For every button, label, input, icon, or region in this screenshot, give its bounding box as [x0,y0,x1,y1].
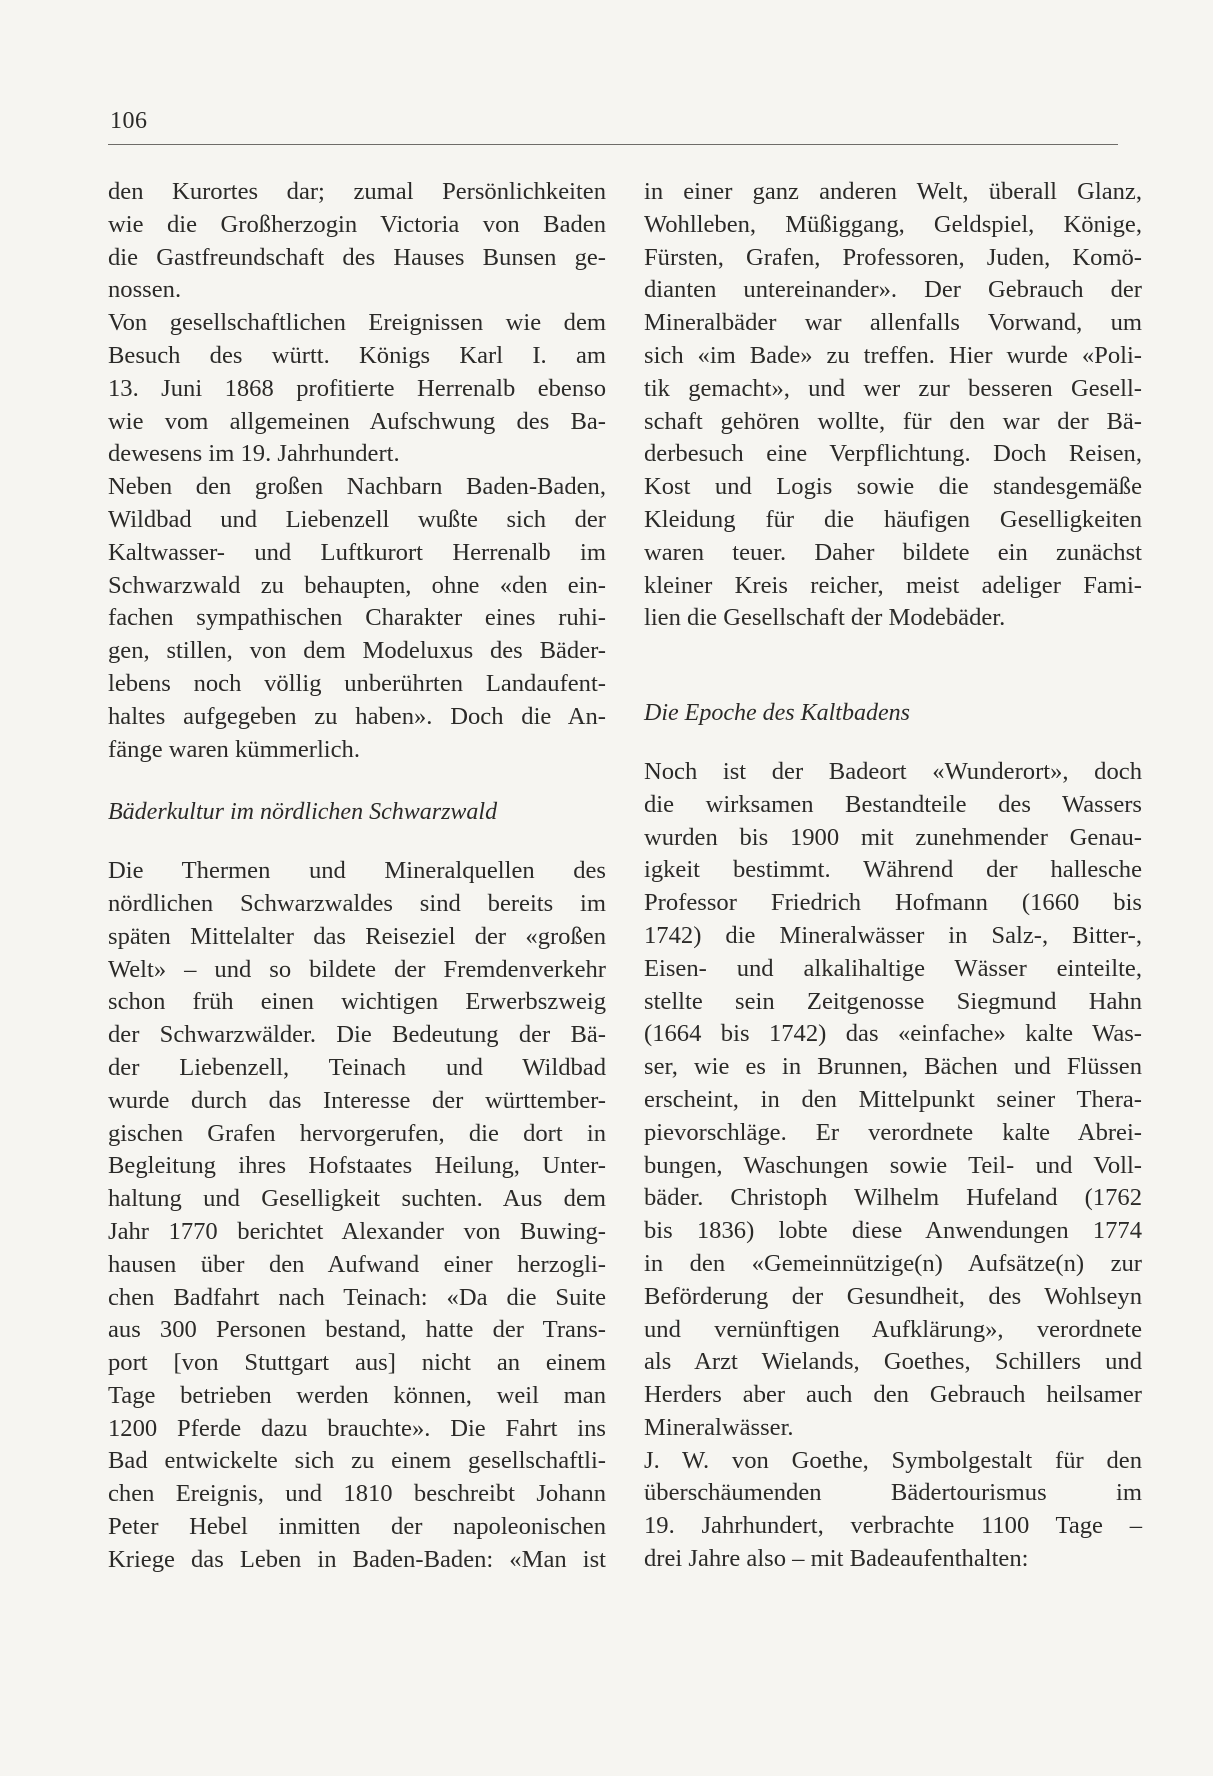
text-line: 1200 Pferde dazu brauchte». Die Fahrt ins [108,1414,606,1442]
text-line: in den «Gemeinnützige(n) Aufsätze(n) zur [644,1249,1142,1277]
text-line: fänge waren kümmerlich. [108,735,360,763]
section-heading: Bäderkultur im nördlichen Schwarzwald [108,799,498,826]
text-line: dianten untereinander». Der Gebrauch der [644,276,1142,304]
text-line: schon früh einen wichtigen Erwerbszweig [108,988,606,1016]
text-line: Tage betrieben werden können, weil man [108,1381,606,1409]
text-line: derbesuch eine Verpflichtung. Doch Reisen, [644,440,1142,468]
text-line: Jahr 1770 berichtet Alexander von Buwing- [108,1217,606,1245]
text-line: überschäumenden Bädertourismus im [644,1479,1142,1507]
text-line: wie vom allgemeinen Aufschwung des Ba- [108,407,606,435]
text-line: Kriege das Leben in Baden-Baden: «Man ist [108,1545,606,1573]
paragraph-4 [108,855,606,1577]
text-line: sich «im Bade» zu treffen. Hier wurde «Poli- [644,341,1142,369]
text-line: Wohlleben, Müßiggang, Geldspiel, Könige, [644,210,1142,238]
text-line: Eisen- und alkalihaltige Wässer einteilte, [644,954,1142,982]
paragraph-3 [644,1445,1142,1576]
text-line: Wildbad und Liebenzell wußte sich der [108,505,606,533]
text-line: Von gesellschaftlichen Ereignissen wie dem [108,309,606,337]
text-line: Welt» – und so bildete der Fremdenverkehr [108,955,606,983]
text-line: Besuch des württ. Königs Karl I. am [108,341,606,369]
text-line: (1664 bis 1742) das «einfache» kalte Was- [644,1020,1142,1048]
text-line: kleiner Kreis reicher, meist adeliger Fami- [644,571,1142,599]
text-line: Kaltwasser- und Luftkurort Herrenalb im [108,538,606,566]
text-line: bäder. Christoph Wilhelm Hufeland (1762 [644,1184,1142,1212]
text-line: port [von Stuttgart aus] nicht an einem [108,1349,606,1377]
paragraph-2 [644,756,1142,1445]
text-line: waren teuer. Daher bildete ein zunächst [644,538,1142,566]
text-line: Herders aber auch den Gebrauch heilsamer [644,1381,1142,1409]
text-line: gen, stillen, von dem Modeluxus des Bäder- [108,637,606,665]
paragraph-2 [108,307,606,471]
text-line: die wirksamen Bestandteile des Wassers [644,790,1142,818]
text-line: dewesens im 19. Jahrhundert. [108,440,400,468]
text-line: Die Thermen und Mineralquellen des [108,857,606,885]
text-line: erscheint, in den Mittelpunkt seiner Thera- [644,1085,1142,1113]
text-line: der Schwarzwälder. Die Bedeutung der Bä- [108,1021,606,1049]
text-line: wie die Großherzogin Victoria von Baden [108,210,606,238]
text-line: 13. Juni 1868 profitierte Herrenalb ebenso [108,374,606,402]
text-line: igkeit bestimmt. Während der hallesche [644,856,1142,884]
text-line: J. W. von Goethe, Symbolgestalt für den [644,1446,1142,1474]
text-line: bungen, Waschungen sowie Teil- und Voll- [644,1151,1142,1179]
text-line: fachen sympathischen Charakter eines ruhi- [108,604,606,632]
text-line: 1742) die Mineralwässer in Salz-, Bitter-, [644,921,1142,949]
text-line: Fürsten, Grafen, Professoren, Juden, Komö- [644,243,1142,271]
text-line: chen Ereignis, und 1810 beschreibt Johann [108,1480,606,1508]
text-line: wurde durch das Interesse der württember- [108,1086,606,1114]
text-line: Peter Hebel inmitten der napoleonischen [108,1513,606,1541]
text-line: Neben den großen Nachbarn Baden-Baden, [108,473,606,501]
text-line: Mineralwässer. [644,1413,794,1441]
text-line: nossen. [108,276,182,304]
section-heading: Die Epoche des Kaltbadens [644,700,910,727]
text-line: lebens noch völlig unberührten Landaufent- [108,669,606,697]
text-line: Beförderung der Gesundheit, des Wohlseyn [644,1282,1142,1310]
text-line: Bad entwickelte sich zu einem gesellschaftli- [108,1447,606,1475]
text-line: aus 300 Personen bestand, hatte der Trans- [108,1316,606,1344]
text-line: tik gemacht», und wer zur besseren Gesell- [644,374,1142,402]
text-line: Kleidung für die häufigen Geselligkeiten [644,505,1142,533]
text-line: gischen Grafen hervorgerufen, die dort in [108,1119,606,1147]
text-line: den Kurortes dar; zumal Persönlichkeiten [108,178,606,205]
paragraph-1 [108,176,606,307]
text-line: Mineralbäder war allenfalls Vorwand, um [644,309,1142,337]
text-line: die Gastfreundschaft des Hauses Bunsen ge- [108,243,606,271]
text-line: und vernünftigen Aufklärung», verordnete [644,1315,1142,1343]
text-line: Noch ist der Badeort «Wunderort», doch [644,757,1142,785]
header-rule [108,144,1118,145]
right-column [644,176,1142,1576]
page-number: 106 [110,108,148,134]
text-line: späten Mittelalter das Reiseziel der «großen [108,922,606,950]
left-column [108,176,606,1577]
paragraph-1 [644,176,1142,635]
text-line: der Liebenzell, Teinach und Wildbad [108,1053,606,1081]
text-line: Kost und Logis sowie die standesgemäße [644,473,1142,501]
text-line: nördlichen Schwarzwaldes sind bereits im [108,889,606,917]
text-line: schaft gehören wollte, für den war der Bä- [644,407,1142,435]
text-line: als Arzt Wielands, Goethes, Schillers und [644,1348,1142,1376]
text-line: pievorschläge. Er verordnete kalte Abrei- [644,1118,1142,1146]
text-line: Schwarzwald zu behaupten, ohne «den ein- [108,571,606,599]
text-line: drei Jahre also – mit Badeaufenthalten: [644,1545,1029,1573]
text-line: bis 1836) lobte diese Anwendungen 1774 [644,1217,1142,1245]
text-line: Professor Friedrich Hofmann (1660 bis [644,889,1142,917]
text-line: lien die Gesellschaft der Modebäder. [644,604,1006,632]
text-line: wurden bis 1900 mit zunehmender Genau- [644,823,1142,851]
text-line: haltes aufgegeben zu haben». Doch die An- [108,702,606,730]
text-line: haltung und Geselligkeit suchten. Aus dem [108,1185,606,1213]
text-line: 19. Jahrhundert, verbrachte 1100 Tage – [644,1512,1142,1540]
text-line: ser, wie es in Brunnen, Bächen und Flüssen [644,1053,1142,1081]
text-line: in einer ganz anderen Welt, überall Glanz, [644,178,1142,205]
text-line: chen Badfahrt nach Teinach: «Da die Suite [108,1283,606,1311]
paragraph-3 [108,471,606,766]
text-line: Begleitung ihres Hofstaates Heilung, Unter- [108,1152,606,1180]
text-line: stellte sein Zeitgenosse Siegmund Hahn [644,987,1142,1015]
text-line: hausen über den Aufwand einer herzogli- [108,1250,606,1278]
